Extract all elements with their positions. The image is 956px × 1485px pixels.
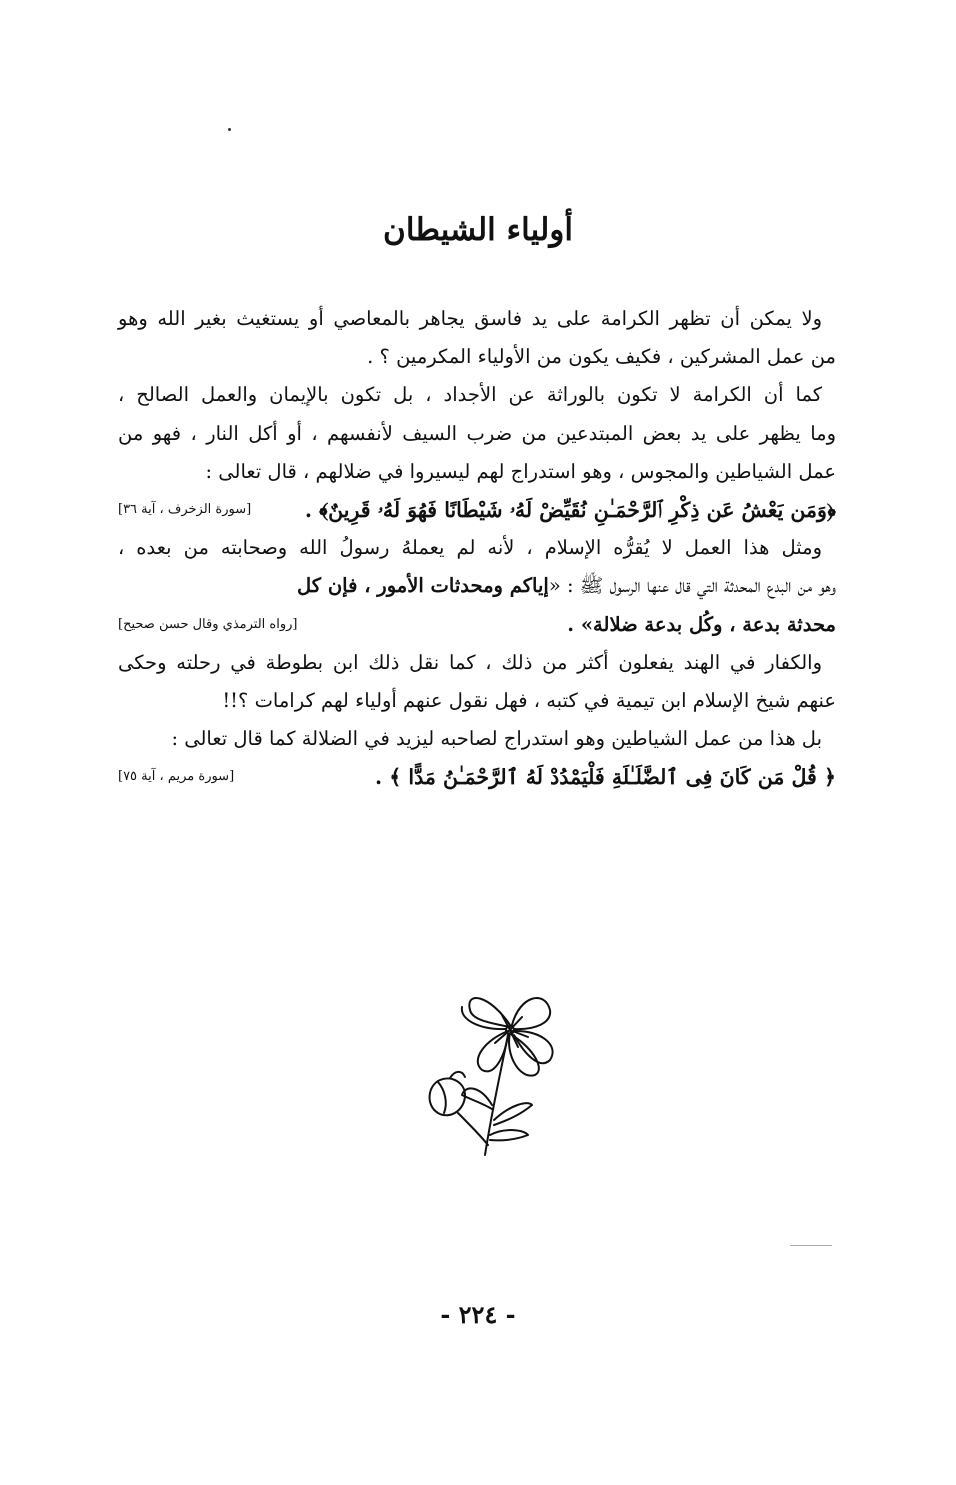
speck — [228, 128, 231, 131]
text-line: عمل الشياطين والمجوس ، وهو استدراج لهم ليسيروا في ضلالهم ، قال تعالى : — [205, 459, 836, 483]
hadith-text: إياكم ومحدثات الأمور ، فإن كل — [297, 574, 549, 598]
text-line: والكفار في الهند يفعلون أكثر من ذلك ، كما نقل ذلك ابن بطوطة في رحلته وحكى — [118, 650, 822, 674]
text-line — [118, 567, 836, 605]
text-fragment: وهو من البدع المحدثة التي قال عنها الرسول ﷺ : « — [548, 574, 836, 598]
divider — [790, 1245, 832, 1246]
page-body — [118, 300, 836, 796]
text-line: بل هذا من عمل الشياطين وهو استدراج لصاحبه ليزيد في الضلالة كما قال تعالى : — [171, 727, 822, 751]
verse-reference: [سورة مريم ، آية ٧٥] — [118, 769, 235, 785]
text-line: ومثل هذا العمل لا يُقرُّه الإسلام ، لأنه لم يعملهُ رسولُ الله وصحابته من بعده ، — [118, 536, 822, 560]
verse-reference: [سورة الزخرف ، آية ٣٦] — [118, 501, 252, 517]
hadith-text: محدثة بدعة ، وكُل بدعة ضلالة» . — [567, 612, 836, 636]
page-number: - ٢٢٤ - — [440, 1300, 516, 1329]
verse-line — [118, 491, 836, 529]
verse-line — [118, 758, 836, 796]
text-line: ولا يمكن أن تظهر الكرامة على يد فاسق يجاهر بالمعاصي أو يستغيث بغير الله وهو — [118, 307, 822, 330]
text-line: من عمل المشركين ، فكيف يكون من الأولياء المكرمين ؟ . — [367, 345, 836, 369]
quran-verse: ﴿وَمَن يَعْشُ عَن ذِكْرِ ٱلرَّحْمَـٰنِ نُقَيِّضْ لَهُۥ شَيْطَانًا فَهُوَ لَهُۥ قَرِينٌ﴾ . — [304, 497, 836, 522]
page-title: أولياء الشيطان — [383, 212, 573, 248]
text-line: وما يظهر على يد بعض المبتدعين من ضرب السيف لأنفسهم ، أو أكل النار ، فهو من — [118, 421, 836, 445]
text-line: عنهم شيخ الإسلام ابن تيمية في كتبه ، فهل نقول عنهم أولياء لهم كرامات ؟!! — [222, 688, 836, 712]
flower-icon — [410, 985, 565, 1160]
quran-verse: ﴿ قُلْ مَن كَانَ فِى ٱلضَّلَـٰلَةِ فَلْيَمْدُدْ لَهُ ٱلرَّحْمَـٰنُ مَدًّا ﴾ . — [374, 765, 836, 790]
text-line — [118, 606, 836, 644]
text-line: كما أن الكرامة لا تكون بالوراثة عن الأجداد ، بل تكون بالإيمان والعمل الصالح ، — [118, 383, 822, 407]
hadith-reference: [رواه الترمذي وقال حسن صحيح] — [118, 616, 298, 632]
